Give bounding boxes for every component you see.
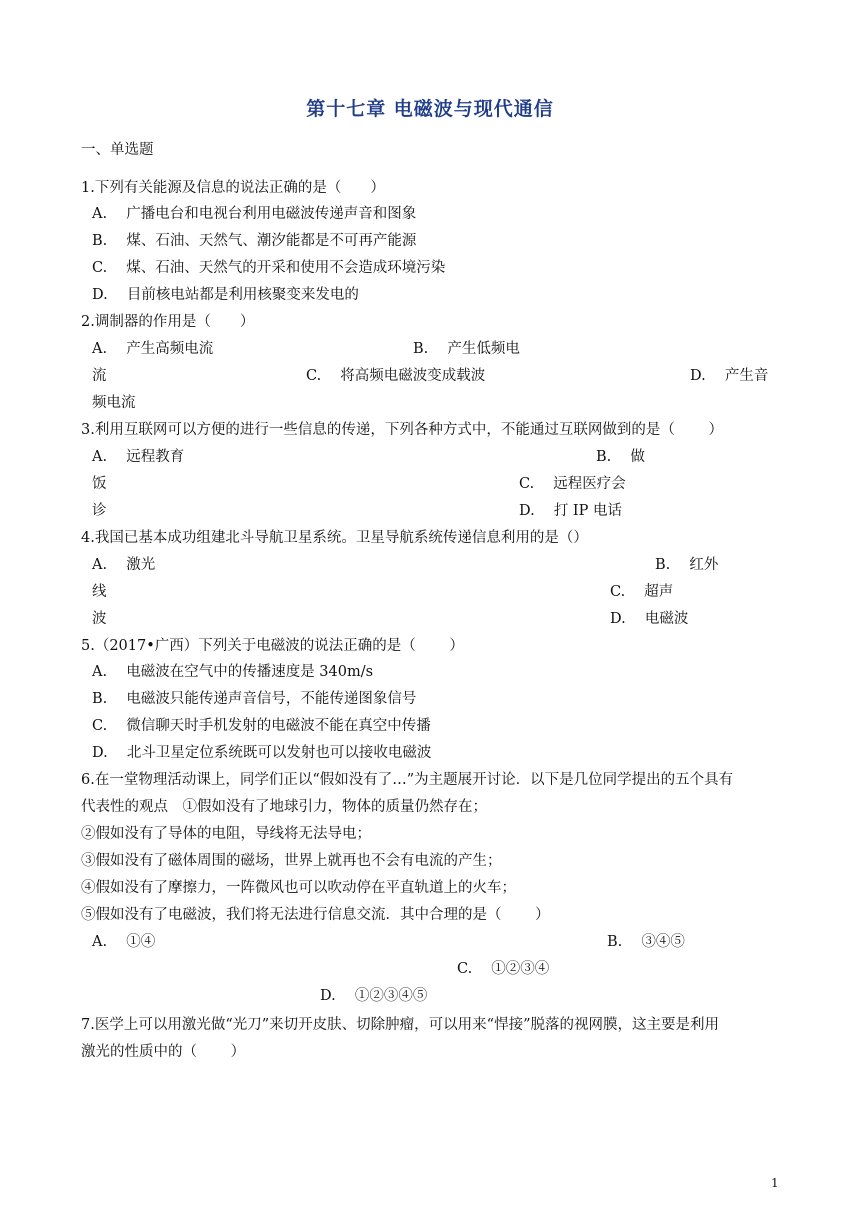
question-2-option-c: C. 将高频电磁波变成载波	[306, 368, 486, 384]
question-7-stem-line-2: 激光的性质中的（ ）	[81, 1044, 246, 1060]
page-number: 1	[771, 1176, 779, 1190]
question-2-option-d-wrap: 频电流	[92, 395, 136, 411]
question-4-option-d: D. 电磁波	[610, 611, 689, 627]
question-6-option-a: A. ①④	[92, 934, 156, 950]
question-2-option-b: B. 产生低频电	[413, 341, 520, 357]
question-6-stem-line-3: ②假如没有了导体的电阻，导线将无法导电；	[81, 826, 371, 842]
question-6-stem-line-2: 代表性的观点 ①假如没有了地球引力，物体的质量仍然存在；	[81, 799, 487, 815]
question-4-option-c: C. 超声	[610, 584, 674, 600]
question-6-stem-line-6: ⑤假如没有了电磁波，我们将无法进行信息交流．其中合理的是（ ）	[81, 907, 550, 923]
question-3-option-c: C. 远程医疗会	[519, 476, 626, 492]
question-4-option-c-wrap: 波	[92, 611, 107, 627]
question-1-stem: 1.下列有关能源及信息的说法正确的是（ ）	[81, 180, 385, 196]
question-2-option-a: A. 产生高频电流	[92, 341, 214, 357]
question-3-option-a: A. 远程教育	[92, 449, 185, 465]
question-6-option-b: B. ③④⑤	[607, 934, 685, 950]
question-5-option-b: B. 电磁波只能传递声音信号，不能传递图象信号	[92, 691, 417, 707]
question-4-option-b-wrap: 线	[92, 584, 107, 600]
question-1-option-b: B. 煤、石油、天然气、潮汐能都是不可再产能源	[92, 233, 417, 249]
question-5-option-a: A. 电磁波在空气中的传播速度是 340m/s	[92, 664, 374, 680]
question-1-option-a: A. 广播电台和电视台利用电磁波传递声音和图象	[92, 206, 417, 222]
page-title: 第十七章 电磁波与现代通信	[306, 98, 554, 120]
question-1-option-c: C. 煤、石油、天然气的开采和使用不会造成环境污染	[92, 260, 446, 276]
question-6-stem-line-4: ③假如没有了磁体周围的磁场，世界上就再也不会有电流的产生；	[81, 853, 502, 869]
question-6-stem-line-5: ④假如没有了摩擦力，一阵微风也可以吹动停在平直轨道上的火车；	[81, 880, 516, 896]
question-4-stem: 4.我国已基本成功组建北斗导航卫星系统。卫星导航系统传递信息利用的是（）	[81, 530, 588, 546]
question-6-option-c: C. ①②③④	[457, 961, 550, 977]
question-6-stem-line-1: 6.在一堂物理活动课上，同学们正以“假如没有了…”为主题展开讨论．以下是几位同学提出的五个具有	[81, 772, 734, 788]
question-2-option-b-wrap: 流	[92, 368, 107, 384]
question-3-option-b-wrap: 饭	[92, 476, 107, 492]
question-6-option-d: D. ①②③④⑤	[320, 988, 428, 1004]
question-5-option-c: C. 微信聊天时手机发射的电磁波不能在真空中传播	[92, 718, 431, 734]
question-5-stem: 5.（2017•广西）下列关于电磁波的说法正确的是（ ）	[81, 638, 464, 654]
question-3-option-b: B. 做	[596, 449, 645, 465]
question-2-stem: 2.调制器的作用是（ ）	[81, 314, 255, 330]
section-heading: 一、单选题	[81, 142, 154, 158]
question-7-stem-line-1: 7.医学上可以用激光做“光刀”来切开皮肤、切除肿瘤，可以用来“悍接”脱落的视网膜，这主要是利用	[81, 1017, 719, 1033]
question-2-option-d: D. 产生音	[690, 368, 769, 384]
question-4-option-a: A. 激光	[92, 557, 156, 573]
question-1-option-d: D. 目前核电站都是利用核聚变来发电的	[92, 287, 359, 303]
question-3-option-c-wrap: 诊	[92, 503, 107, 519]
question-3-stem: 3.利用互联网可以方便的进行一些信息的传递，下列各种方式中，不能通过互联网做到的是（ ）	[81, 422, 723, 438]
question-3-option-d: D. 打 IP 电话	[519, 503, 623, 519]
question-4-option-b: B. 红外	[655, 557, 719, 573]
question-5-option-d: D. 北斗卫星定位系统既可以发射也可以接收电磁波	[92, 745, 432, 761]
